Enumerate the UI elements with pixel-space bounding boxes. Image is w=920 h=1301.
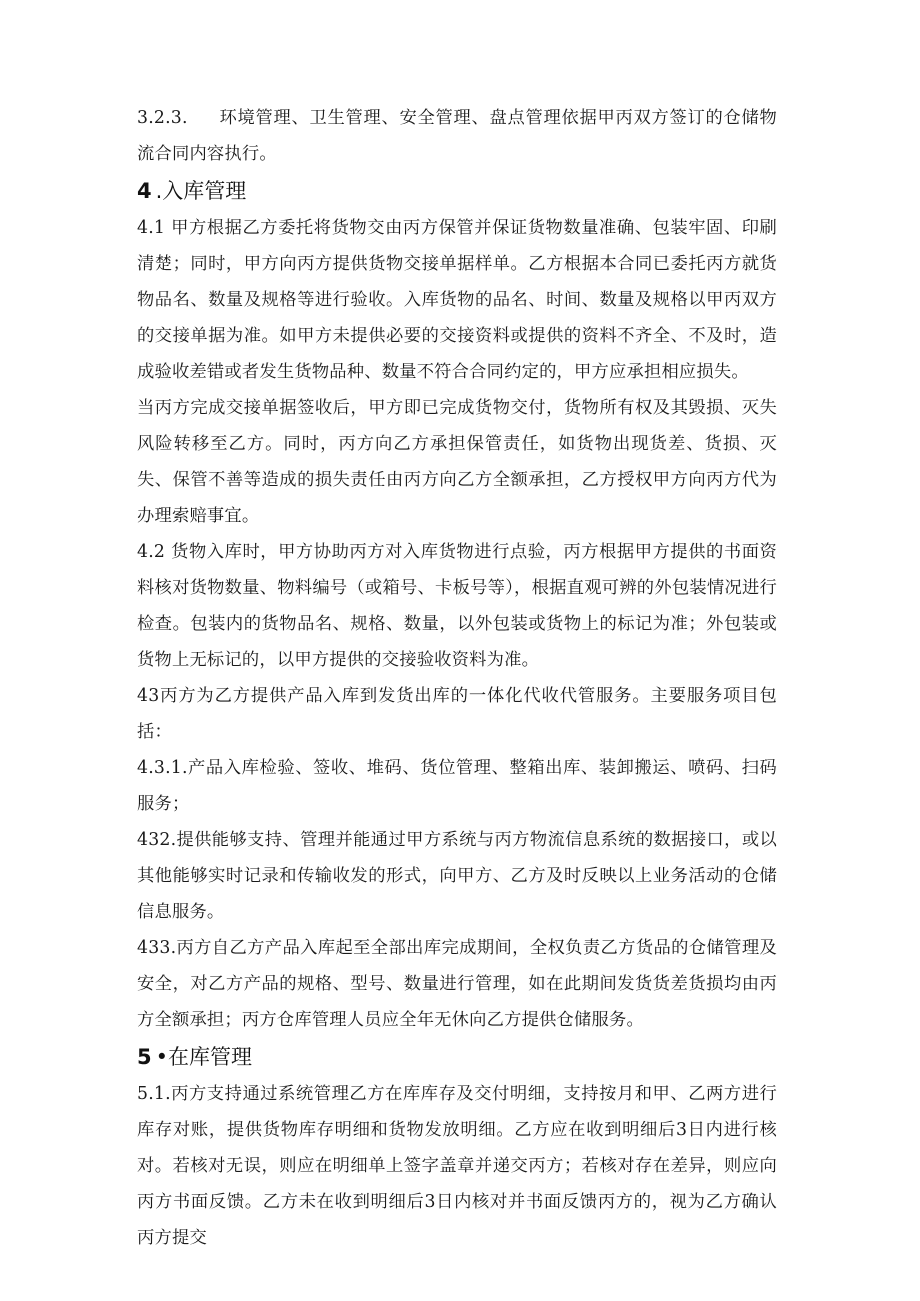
paragraph-4-1: 4.1 甲方根据乙方委托将货物交由丙方保管并保证货物数量准确、包装牢固、印刷清楚；同时，甲方向丙方提供货物交接单据样单。乙方根据本合同已委托丙方就货物品名、数量及规格等进行验收。入库货物的品名、时间、数量及规格以甲丙双方的交接单据为准。如甲方未提供必要的交接资料或提供的资料不齐全、不及时，造成验收差错或者发生货物品种、数量不符合合同约定的，甲方应承担相应损失。 bbox=[137, 218, 777, 382]
section-heading-4 bbox=[137, 172, 777, 210]
paragraph-4-3-3: 433.丙方自乙方产品入库起至全部出库完成期间，全权负责乙方货品的仓储管理及安全，对乙方产品的规格、型号、数量进行管理，如在此期间发货货差货损均由丙方全额承担；丙方仓库管理人员应全年无休向乙方提供仓储服务。 bbox=[137, 938, 777, 1030]
paragraph-5-1: 5.1.丙方支持通过系统管理乙方在库库存及交付明细，支持按月和甲、乙两方进行库存对账，提供货物库存明细和货物发放明细。乙方应在收到明细后3日内进行核对。若核对无误，则应在明细单上签字盖章并递交丙方；若核对存在差异，则应向丙方书面反馈。乙方未在收到明细后3日内核对并书面反馈丙方的，视为乙方确认丙方提交 bbox=[137, 1084, 777, 1248]
section-title: •在库管理 bbox=[155, 1045, 253, 1069]
document-body bbox=[137, 100, 777, 1256]
paragraph-4-3-1: 4.3.1.产品入库检验、签收、堆码、货位管理、整箱出库、装卸搬运、喷码、扫码服务； bbox=[137, 758, 777, 814]
paragraph-4-2: 4.2 货物入库时，甲方协助丙方对入库货物进行点验，丙方根据甲方提供的书面资料核对货物数量、物料编号（或箱号、卡板号等），根据直观可辨的外包装情况进行检查。包装内的货物品名、规格、数量，以外包装或货物上的标记为准；外包装或货物上无标记的，以甲方提供的交接验收资料为准。 bbox=[137, 542, 777, 670]
clause-number: 3.2.3. bbox=[137, 108, 188, 128]
section-number: 4 bbox=[137, 179, 152, 203]
paragraph-4-1-continued: 当丙方完成交接单据签收后，甲方即已完成货物交付，货物所有权及其毁损、灭失风险转移至乙方。同时，丙方向乙方承担保管责任，如货物出现货差、货损、灭失、保管不善等造成的损失责任由丙方向乙方全额承担，乙方授权甲方向丙方代为办理索赔事宜。 bbox=[137, 398, 777, 526]
section-title: .入库管理 bbox=[155, 179, 247, 203]
paragraph-4-3-2: 432.提供能够支持、管理并能通过甲方系统与丙方物流信息系统的数据接口，或以其他能够实时记录和传输收发的形式，向甲方、乙方及时反映以上业务活动的仓储信息服务。 bbox=[137, 830, 777, 922]
section-heading-5 bbox=[137, 1038, 777, 1076]
section-number: 5 bbox=[137, 1045, 152, 1069]
paragraph-4-3: 43丙方为乙方提供产品入库到发货出库的一体化代收代管服务。主要服务项目包括： bbox=[137, 686, 777, 742]
clause-text: 环境管理、卫生管理、安全管理、盘点管理依据甲丙双方签订的仓储物流合同内容执行。 bbox=[137, 108, 777, 164]
paragraph-3-2-3 bbox=[137, 100, 777, 172]
